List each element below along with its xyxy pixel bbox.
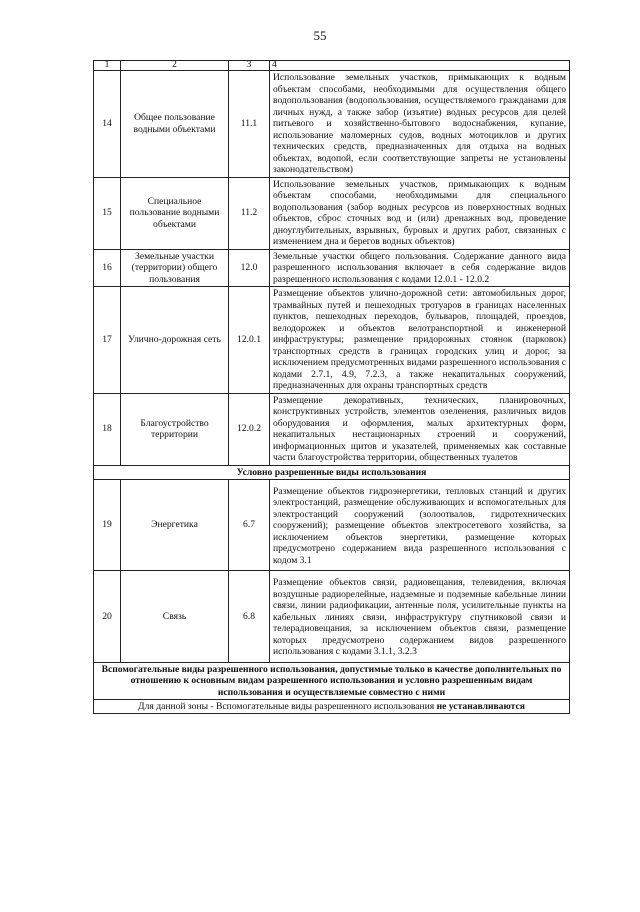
page-number: 55 xyxy=(313,28,327,43)
use-name: Специальное пользование водными объектами xyxy=(121,177,229,249)
use-name: Связь xyxy=(121,571,229,663)
table-row xyxy=(94,177,570,249)
use-description: Использование земельных участков, примыкающих к водным объектам способами, необходимыми для осуществления общего водопользования (водопользования, осуществляемого гражданами для личных нужд, а также забор (изъятие) водных ресурсов для целей питьевого и хозяйственно-бытового водоснабжения, купание, использование маломерных судов, водных мотоциклов и других технических средств, предназначенных для отдыха на водных объектах, водопой, если соответствующие запреты не установлены законодательством) xyxy=(270,71,570,178)
row-number: 18 xyxy=(94,393,121,465)
land-use-table xyxy=(93,60,570,714)
table-row xyxy=(94,71,570,178)
use-code: 11.1 xyxy=(229,71,270,178)
table-row xyxy=(94,287,570,394)
final-note xyxy=(94,700,570,714)
use-description: Размещение объектов улично-дорожной сети: автомобильных дорог, трамвайных путей и пешеходных тротуаров в границах населенных пунктов, пешеходных переходов, бульваров, площадей, проездов, велодорожек и объектов велотранспортной и инженерной инфраструктуры; размещение придорожных стоянок (парковок) транспортных средств в границах городских улиц и дорог, за исключением предусмотренных видами разрешенного использования с кодами 2.7.1, 4.9, 7.2.3, а также некапитальных сооружений, предназначенных для охраны транспортных средств xyxy=(270,287,570,394)
use-description: Размещение объектов гидроэнергетики, тепловых станций и других электростанций, размещение обслуживающих и вспомогательных для электростанций сооружений (золоотвалов, гидротехнических сооружений); размещение объектов электросетевого хозяйства, за исключением объектов энергетики, размещение которых предусмотрено содержанием вида разрешенного использования с кодом 3.1 xyxy=(270,479,570,571)
row-number: 14 xyxy=(94,71,121,178)
section-header-row xyxy=(94,465,570,479)
row-number: 15 xyxy=(94,177,121,249)
row-number: 17 xyxy=(94,287,121,394)
row-number: 16 xyxy=(94,249,121,287)
column-header-3: 3 xyxy=(229,61,270,71)
use-code: 11.2 xyxy=(229,177,270,249)
column-header-2: 2 xyxy=(121,61,229,71)
use-name: Земельные участки (территории) общего пользования xyxy=(121,249,229,287)
use-code: 6.8 xyxy=(229,571,270,663)
row-number: 20 xyxy=(94,571,121,663)
table-row xyxy=(94,393,570,465)
section-auxiliary-title: Вспомогательные виды разрешенного использования, допустимые только в качестве дополнительных по отношению к основным видам разрешенного использования и условно разрешенным видам использования и осуществляемые совместно с ними xyxy=(94,662,570,700)
use-code: 12.0 xyxy=(229,249,270,287)
table-header-row xyxy=(94,61,570,71)
section-header-row xyxy=(94,662,570,700)
column-header-4: 4 xyxy=(270,61,570,71)
use-code: 12.0.1 xyxy=(229,287,270,394)
use-name: Общее пользование водными объектами xyxy=(121,71,229,178)
column-header-1: 1 xyxy=(94,61,121,71)
final-note-text: Для данной зоны - Вспомогательные виды разрешенного использования xyxy=(138,701,437,712)
table-row xyxy=(94,479,570,571)
final-note-emphasis: не устанавливаются xyxy=(436,701,525,712)
use-name: Энергетика xyxy=(121,479,229,571)
use-description: Земельные участки общего пользования. Содержание данного вида разрешенного использования включает в себя содержание видов разрешенного использования с кодами 12.0.1 - 12.0.2 xyxy=(270,249,570,287)
use-description: Использование земельных участков, примыкающих к водным объектам способами, необходимыми для специального водопользования (забор водных ресурсов из поверхностных водных объектов, сброс сточных вод и (или) дренажных вод, проведение дноуглубительных, взрывных, буровых и других работ, связанных с изменением дна и берегов водных объектов) xyxy=(270,177,570,249)
table-row xyxy=(94,249,570,287)
use-description: Размещение декоративных, технических, планировочных, конструктивных устройств, элементов озеленения, различных видов оборудования и оформления, малых архитектурных форм, некапитальных нестационарных строений и сооружений, информационных щитов и указателей, применяемых как составные части благоустройства территории, общественных туалетов xyxy=(270,393,570,465)
use-description: Размещение объектов связи, радиовещания, телевидения, включая воздушные радиорелейные, надземные и подземные кабельные линии связи, линии радиофикации, антенные поля, усилительные пункты на кабельных линиях связи, инфраструктуру спутниковой связи и телерадиовещания, за исключением объектов связи, размещение которых предусмотрено содержанием видов разрешенного использования с кодами 3.1.1, 3.2.3 xyxy=(270,571,570,663)
use-code: 6.7 xyxy=(229,479,270,571)
row-number: 19 xyxy=(94,479,121,571)
use-name: Улично-дорожная сеть xyxy=(121,287,229,394)
section-conditional-title: Условно разрешенные виды использования xyxy=(94,465,570,479)
table-row xyxy=(94,571,570,663)
final-note-row xyxy=(94,700,570,714)
use-code: 12.0.2 xyxy=(229,393,270,465)
use-name: Благоустройство территории xyxy=(121,393,229,465)
